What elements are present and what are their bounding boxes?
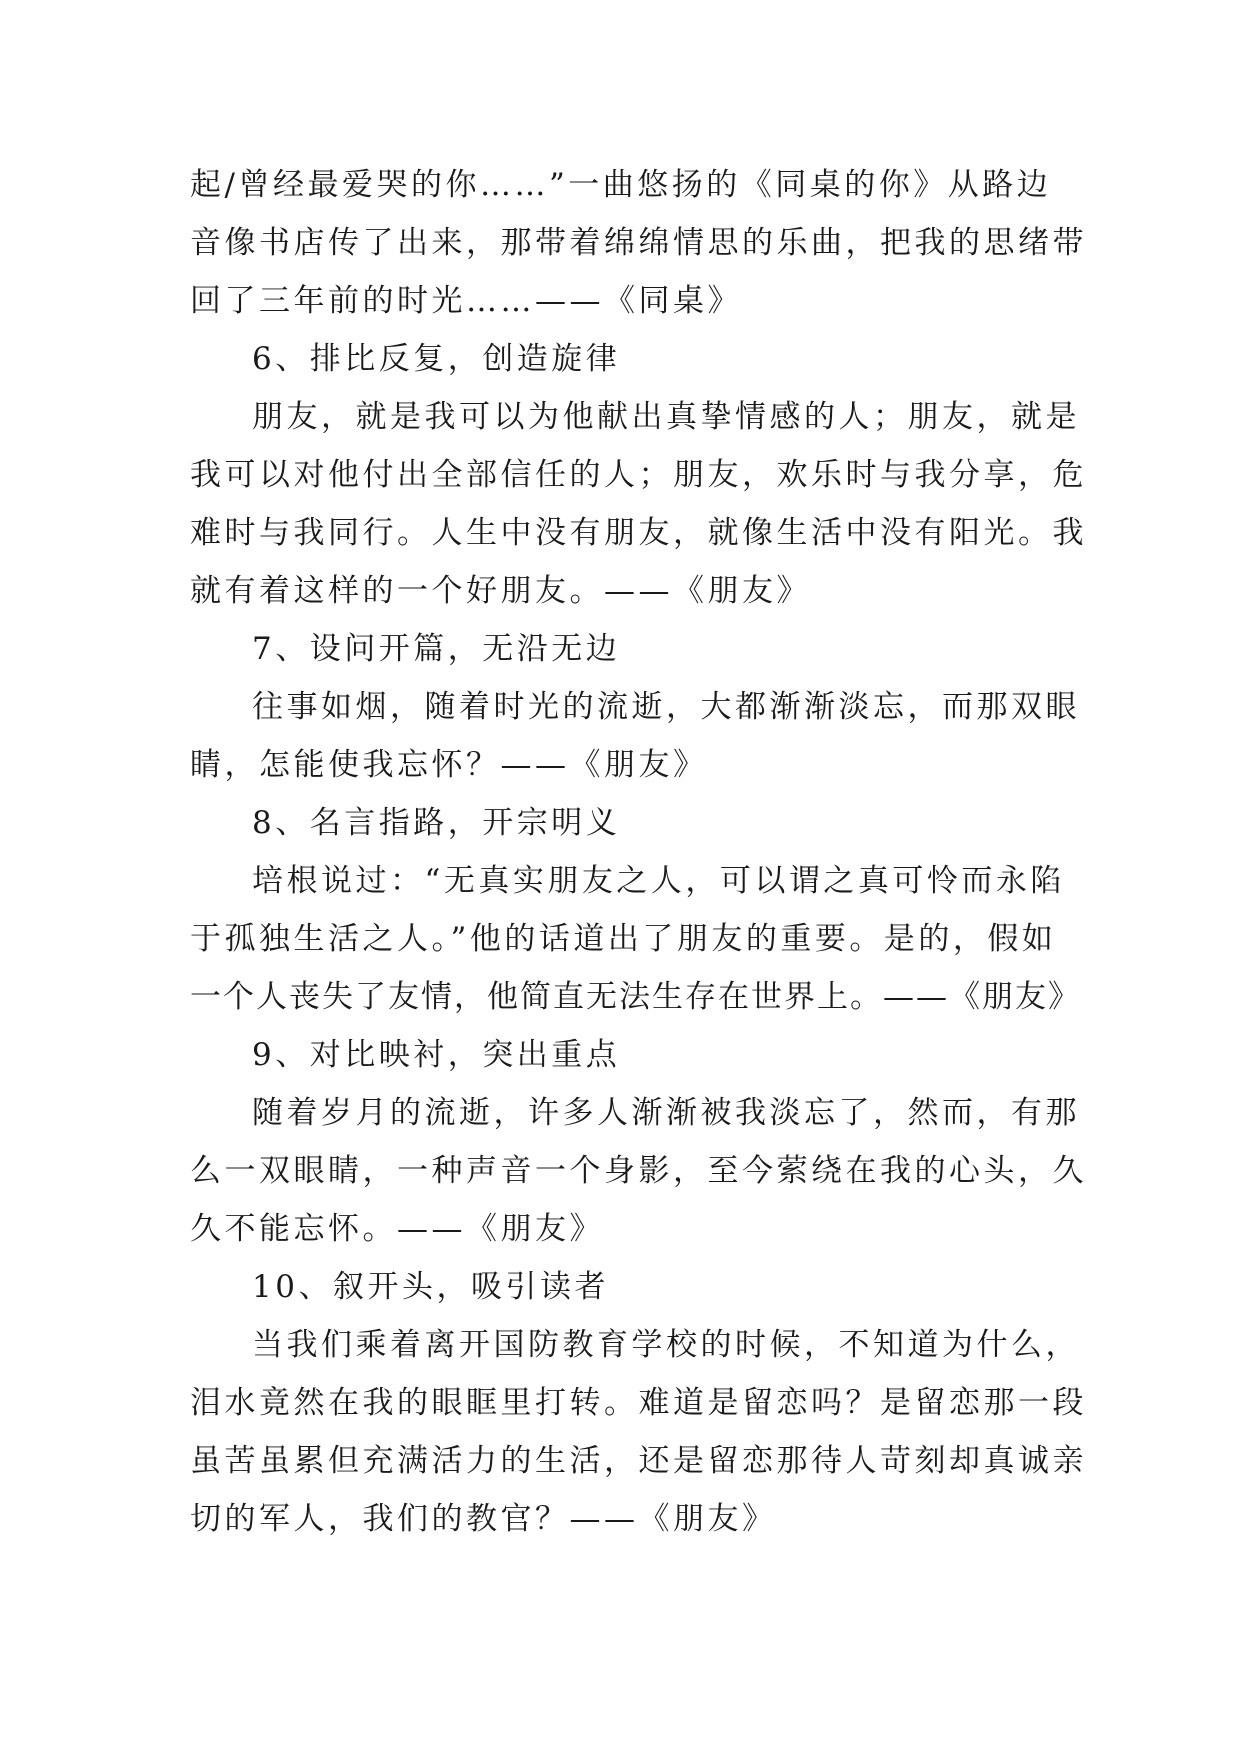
paragraph-line: 么一双眼睛，一种声音一个身影，至今萦绕在我的心头，久 [190, 1153, 1087, 1189]
paragraph-line: 一个人丧失了友情，他简直无法生存在世界上。——《朋友》 [190, 979, 1081, 1015]
paragraph-line: 睛，怎能使我忘怀？——《朋友》 [190, 747, 708, 783]
section-heading-7: 7、设问开篇，无沿无边 [252, 631, 621, 667]
paragraph-line: 音像书店传了出来，那带着绵绵情思的乐曲，把我的思绪带 [190, 225, 1087, 261]
paragraph-line: 久不能忘怀。——《朋友》 [190, 1211, 604, 1247]
paragraph-line: 虽苦虽累但充满活力的生活，还是留恋那待人苛刻却真诚亲 [190, 1443, 1087, 1479]
paragraph-line: 回了三年前的时光……——《同桌》 [190, 283, 742, 319]
section-heading-10: 10、叙开头，吸引读者 [252, 1269, 609, 1305]
paragraph-line: 切的军人，我们的教官？——《朋友》 [190, 1501, 777, 1537]
paragraph-line: 我可以对他付出全部信任的人；朋友，欢乐时与我分享，危 [190, 457, 1087, 493]
paragraph-line: 随着岁月的流逝，许多人渐渐被我淡忘了，然而，有那 [252, 1095, 1080, 1131]
paragraph-line: 难时与我同行。人生中没有朋友，就像生活中没有阳光。我 [190, 515, 1087, 551]
paragraph-line: 泪水竟然在我的眼眶里打转。难道是留恋吗？是留恋那一段 [190, 1385, 1087, 1421]
paragraph-line: 就有着这样的一个好朋友。——《朋友》 [190, 573, 811, 609]
paragraph-line: 当我们乘着离开国防教育学校的时候，不知道为什么， [252, 1327, 1080, 1363]
paragraph-line: 于孤独生活之人。”他的话道出了朋友的重要。是的，假如 [190, 921, 1057, 957]
paragraph-line: 往事如烟，随着时光的流逝，大都渐渐淡忘，而那双眼 [252, 689, 1080, 725]
section-heading-9: 9、对比映衬，突出重点 [252, 1037, 621, 1073]
section-heading-6: 6、排比反复，创造旋律 [252, 341, 621, 377]
paragraph-line: 培根说过：“无真实朋友之人，可以谓之真可怜而永陷 [252, 863, 1065, 899]
paragraph-line: 起/曾经最爱哭的你……”一曲悠扬的《同桌的你》从路边 [190, 167, 1052, 203]
section-heading-8: 8、名言指路，开宗明义 [252, 805, 621, 841]
paragraph-line: 朋友，就是我可以为他献出真挚情感的人；朋友，就是 [252, 399, 1080, 435]
